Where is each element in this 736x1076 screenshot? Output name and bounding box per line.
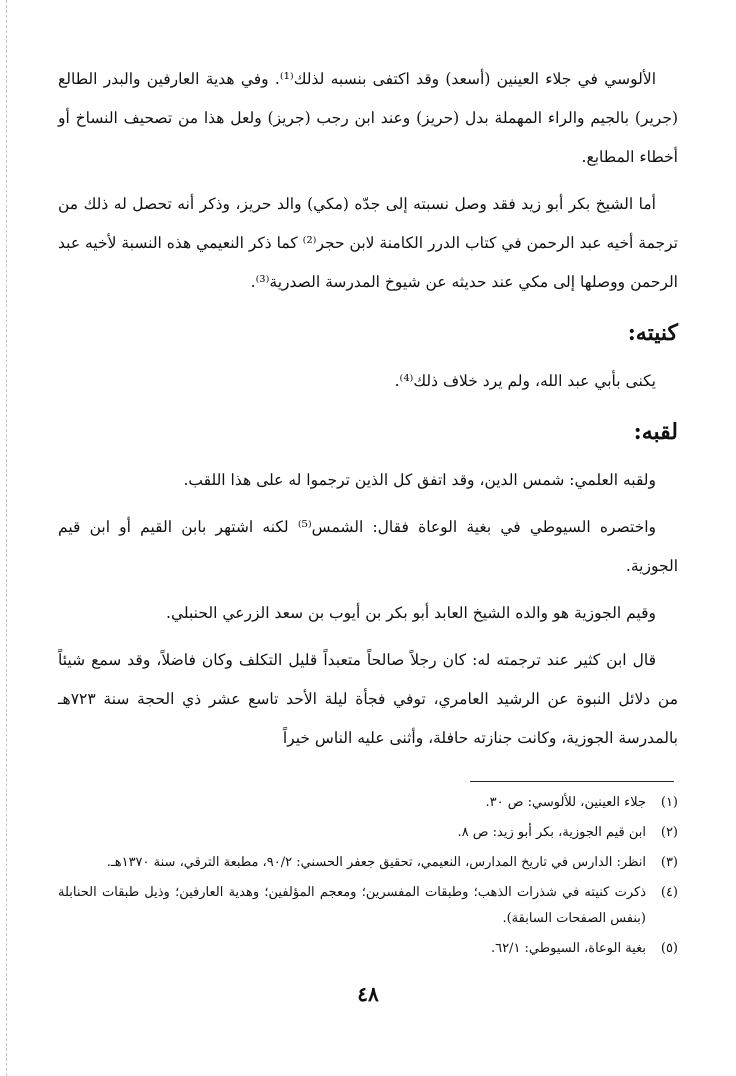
laqab-heading: لقبه:: [633, 419, 678, 445]
laqab-paragraph-1: ولقبه العلمي: شمس الدين، وقد اتفق كل الذين ترجموا له على هذا اللقب.: [183, 471, 656, 489]
footnote-text: بغية الوعاة، السيوطي: ٦٢/١.: [490, 941, 646, 956]
footnote-text: جلاء العينين، للألوسي: ص ٣٠.: [485, 795, 646, 810]
page-number: ٤٨: [357, 982, 379, 1006]
laqab-paragraph-2: واختصره السيوطي في بغية الوعاة فقال: الشمس⁽⁵⁾ لكنه اشتهر بابن القيم أو ابن قيم الجوزية.: [58, 518, 678, 575]
footnote-number: (١): [660, 795, 678, 810]
footnote-number: (٤): [660, 885, 678, 900]
kunya-text: يكنى بأبي عبد الله، ولم يرد خلاف ذلك⁽⁴⁾.: [394, 372, 656, 390]
paragraph-1: الألوسي في جلاء العينين (أسعد) وقد اكتفى بنسبه لذلك⁽¹⁾. وفي هدية العارفين والبدر الطالع (جرير) بالجيم والراء المهملة بدل (حريز) وعند ابن رجب (جريز) ولعل هذا من تصحيف النساخ أو أخطاء المطابع.: [58, 70, 678, 166]
footnote-number: (٥): [660, 941, 678, 956]
laqab-paragraph-4: قال ابن كثير عند ترجمته له: كان رجلاً صالحاً متعبداً قليل التكلف وكان فاضلاً، وقد سمع شيئاً من دلائل النبوة عن الرشيد العامري، توفي فجأة ليلة الأحد تاسع عشر ذي الحجة سنة ٧٢٣هـ بالمدرسة الجوزية، وكانت جنازته حافلة، وأثنى عليه الناس خيراً: [58, 651, 678, 747]
footnote-number: (٢): [660, 825, 678, 840]
kunya-heading: كنيته:: [627, 320, 678, 346]
footnotes: [58, 790, 678, 966]
footnote-number: (٣): [660, 855, 678, 870]
footnote-text: ذكرت كنيته في شذرات الذهب؛ وطبقات المفسرين؛ ومعجم المؤلفين؛ وهدية العارفين؛ وذيل طبقات الحنابلة (بنفس الصفحات السابقة).: [58, 885, 646, 926]
footnote-text: ابن قيم الجوزية، بكر أبو زيد: ص ٨.: [457, 825, 646, 840]
footnote: [58, 880, 678, 932]
footnote: [58, 790, 678, 816]
laqab-paragraph-3: وقيم الجوزية هو والده الشيخ العابد أبو بكر بن أيوب بن سعد الزرعي الحنبلي.: [166, 604, 656, 622]
footnote: [58, 850, 678, 876]
footnote: [58, 936, 678, 962]
main-text: [58, 60, 678, 766]
page-edge-line: [6, 0, 7, 1076]
paragraph-2: أما الشيخ بكر أبو زيد فقد وصل نسبته إلى جدّه (مكي) والد حريز، وذكر أنه تحصل له ذلك من ترجمة أخيه عبد الرحمن في كتاب الدرر الكامنة لابن حجر⁽²⁾ كما ذكر النعيمي هذه النسبة لأخيه عبد الرحمن ووصلها إلى مكي عند حديثه عن شيوخ المدرسة الصدرية⁽³⁾.: [58, 195, 679, 291]
footnote: [58, 820, 678, 846]
footnote-separator: [470, 781, 674, 782]
footnote-text: انظر: الدارس في تاريخ المدارس، النعيمي، تحقيق جعفر الحسني: ٩٠/٢، مطبعة الترقي، سنة ١٣٧٠هـ.: [106, 855, 646, 870]
